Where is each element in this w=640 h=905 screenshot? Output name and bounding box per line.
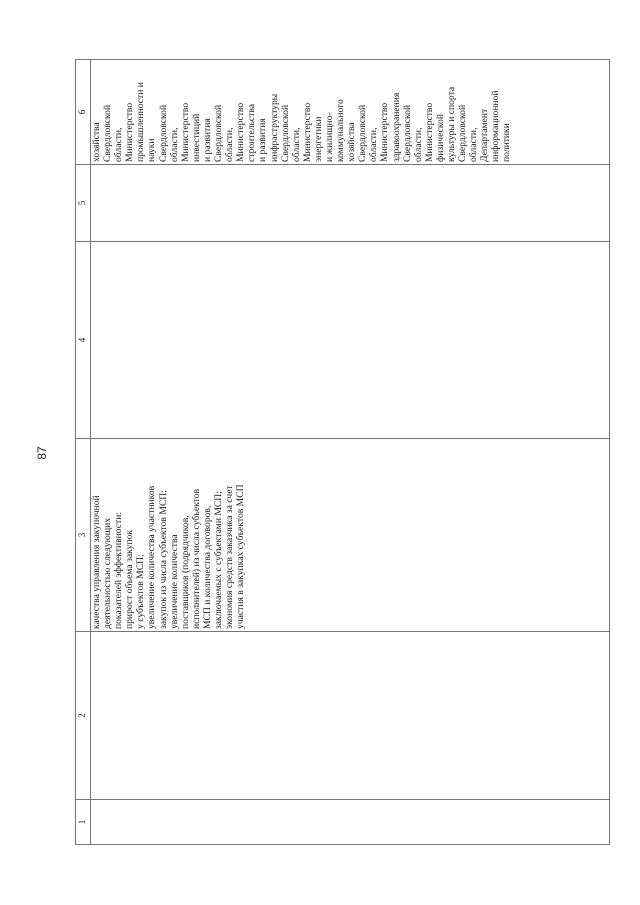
cell-col-2	[91, 632, 610, 800]
header-col-4: 4	[76, 242, 91, 439]
cell-text-line: инфраструктуры	[268, 93, 280, 162]
cell-col-6	[91, 60, 610, 165]
cell-text-line: Министерство	[124, 102, 136, 162]
cell-text-line: инвестиций	[190, 113, 202, 162]
cell-text-line: и развития	[257, 118, 269, 162]
cell-col-5	[91, 165, 610, 242]
cell-text-line: политики	[501, 123, 513, 162]
cell-text-line: области,	[168, 127, 180, 162]
document-table	[75, 59, 610, 845]
cell-text-line: исполнителей) из числа субъектов	[190, 488, 202, 629]
cell-text-line: Министерство	[423, 102, 435, 162]
cell-text-line: промышленности и	[135, 82, 147, 162]
cell-text-line: физической	[434, 114, 446, 162]
cell-text-line: здравоохранения	[390, 92, 402, 162]
cell-text-line: области,	[368, 127, 380, 162]
cell-text-line: Министерство	[379, 102, 391, 162]
cell-text-line: коммунального	[335, 99, 347, 162]
cell-text-line: показателей эффективности:	[113, 511, 125, 629]
cell-text-line: поставщиков (подрядчиков,	[179, 515, 191, 629]
cell-text-line: Свердловской	[157, 104, 169, 162]
cell-text-line: Министерство	[301, 102, 313, 162]
cell-text-line: у субъектов МСП;	[135, 554, 147, 629]
table-header-row	[76, 60, 91, 845]
header-col-1: 1	[76, 800, 91, 845]
cell-text-line: экономия средств заказчика за счет	[224, 485, 236, 629]
cell-text-line: качества управления закупочной	[91, 495, 102, 629]
cell-text-line: науки	[146, 138, 158, 162]
cell-text-line: хозяйства	[91, 122, 102, 162]
cell-text-line: культуры и спорта	[446, 86, 457, 162]
header-col-5: 5	[76, 165, 91, 242]
cell-text-line: прирост объема закупок	[124, 529, 136, 629]
cell-text-line: Свердловской	[357, 104, 369, 162]
page-number: 87	[35, 446, 49, 460]
cell-col-1	[91, 800, 610, 845]
cell-text-line: увеличение количества	[168, 534, 180, 629]
cell-col-4	[91, 242, 610, 439]
cell-text-line: Министерство	[235, 102, 247, 162]
cell-text-line: МСП и количества договоров,	[201, 505, 213, 629]
cell-text-line: и развития	[201, 118, 213, 162]
cell-text-line: строительства	[246, 103, 258, 162]
table-row	[91, 60, 610, 845]
cell-text-line: Свердловской	[213, 104, 225, 162]
cell-text-line: энергетики	[312, 116, 324, 162]
cell-text-line: Департамент	[479, 108, 491, 162]
cell-text-line: деятельностью следующих	[102, 517, 114, 629]
cell-text-line: информационной	[490, 90, 502, 162]
cell-text-line: хозяйства	[346, 122, 358, 162]
header-col-3: 3	[76, 439, 91, 632]
cell-text-line: участия в закупках субъектов МСП	[235, 484, 247, 629]
header-col-6: 6	[76, 60, 91, 165]
cell-text-line: Свердловской	[457, 104, 469, 162]
cell-col-3	[91, 439, 610, 632]
cell-text-line: Свердловской	[102, 104, 114, 162]
cell-text-line: увеличение количества участников	[146, 485, 158, 629]
cell-text-line: закупок из числа субъектов МСП;	[157, 490, 169, 629]
header-col-2: 2	[76, 632, 91, 800]
cell-text-line: Свердловской	[401, 104, 413, 162]
cell-text-line: Министерство	[179, 102, 191, 162]
cell-text-line: области,	[290, 127, 302, 162]
cell-text-line: и жилищно-	[323, 112, 335, 162]
cell-text-line: заключаемых с субъектами МСП;	[213, 491, 225, 629]
cell-text-line: области,	[468, 127, 480, 162]
cell-text-line: Свердловской	[279, 104, 291, 162]
cell-text-line: области,	[412, 127, 424, 162]
cell-text-line: области,	[224, 127, 236, 162]
document-table-rotated	[75, 60, 610, 845]
cell-text-line: области,	[113, 127, 125, 162]
